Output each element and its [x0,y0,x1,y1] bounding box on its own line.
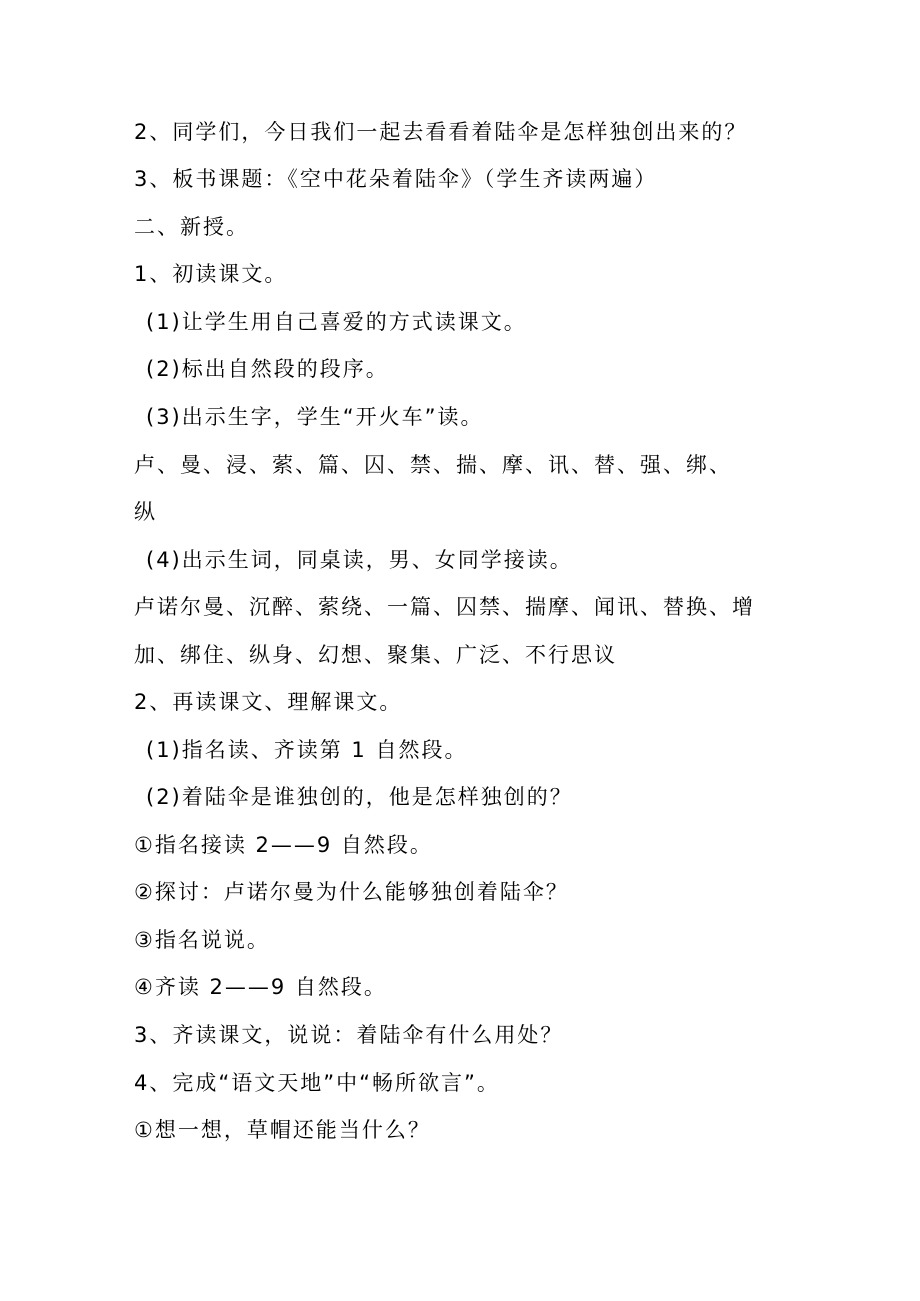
text-line: ①想一想，草帽还能当什么？ [134,1118,431,1142]
text-line: 卢诺尔曼、沉醉、萦绕、一篇、囚禁、揣摩、闻讯、替换、增 [134,595,755,619]
text-line: 2、同学们，今日我们一起去看看着陆伞是怎样独创出来的？ [134,120,748,144]
section-heading: 二、新授。 [134,215,249,239]
text-line: ②探讨：卢诺尔曼为什么能够独创着陆伞？ [134,880,569,904]
text-line: (1)让学生用自己喜爱的方式读课文。 [146,310,527,334]
text-line: 加、绑住、纵身、幻想、聚集、广泛、不行思议 [134,643,617,667]
text-line: 2、再读课文、理解课文。 [134,690,403,714]
text-line: 4、完成“语文天地”中“畅所欲言”。 [134,1071,500,1095]
text-line: 3、板书课题：《空中花朵着陆伞》（学生齐读两遍） [134,167,658,191]
text-line: 1、初读课文。 [134,262,288,286]
text-line: (2)着陆伞是谁独创的，他是怎样独创的？ [146,785,573,809]
text-line: ③指名说说。 [134,928,270,952]
text-line: 3、齐读课文，说说：着陆伞有什么用处？ [134,1023,564,1047]
text-line: ①指名接读 2——9 自然段。 [134,833,433,857]
text-line: ④齐读 2——9 自然段。 [134,975,387,999]
text-line: (3)出示生字，学生“开火车”读。 [146,405,484,429]
text-line: 纵 [134,500,157,524]
text-line: (2)标出自然段的段序。 [146,357,389,381]
text-line: 卢、曼、浸、萦、篇、囚、禁、揣、摩、讯、替、强、绑、 [134,453,732,477]
text-line: (4)出示生词，同桌读，男、女同学接读。 [146,548,573,572]
text-line: (1)指名读、齐读第 1 自然段。 [146,738,468,762]
